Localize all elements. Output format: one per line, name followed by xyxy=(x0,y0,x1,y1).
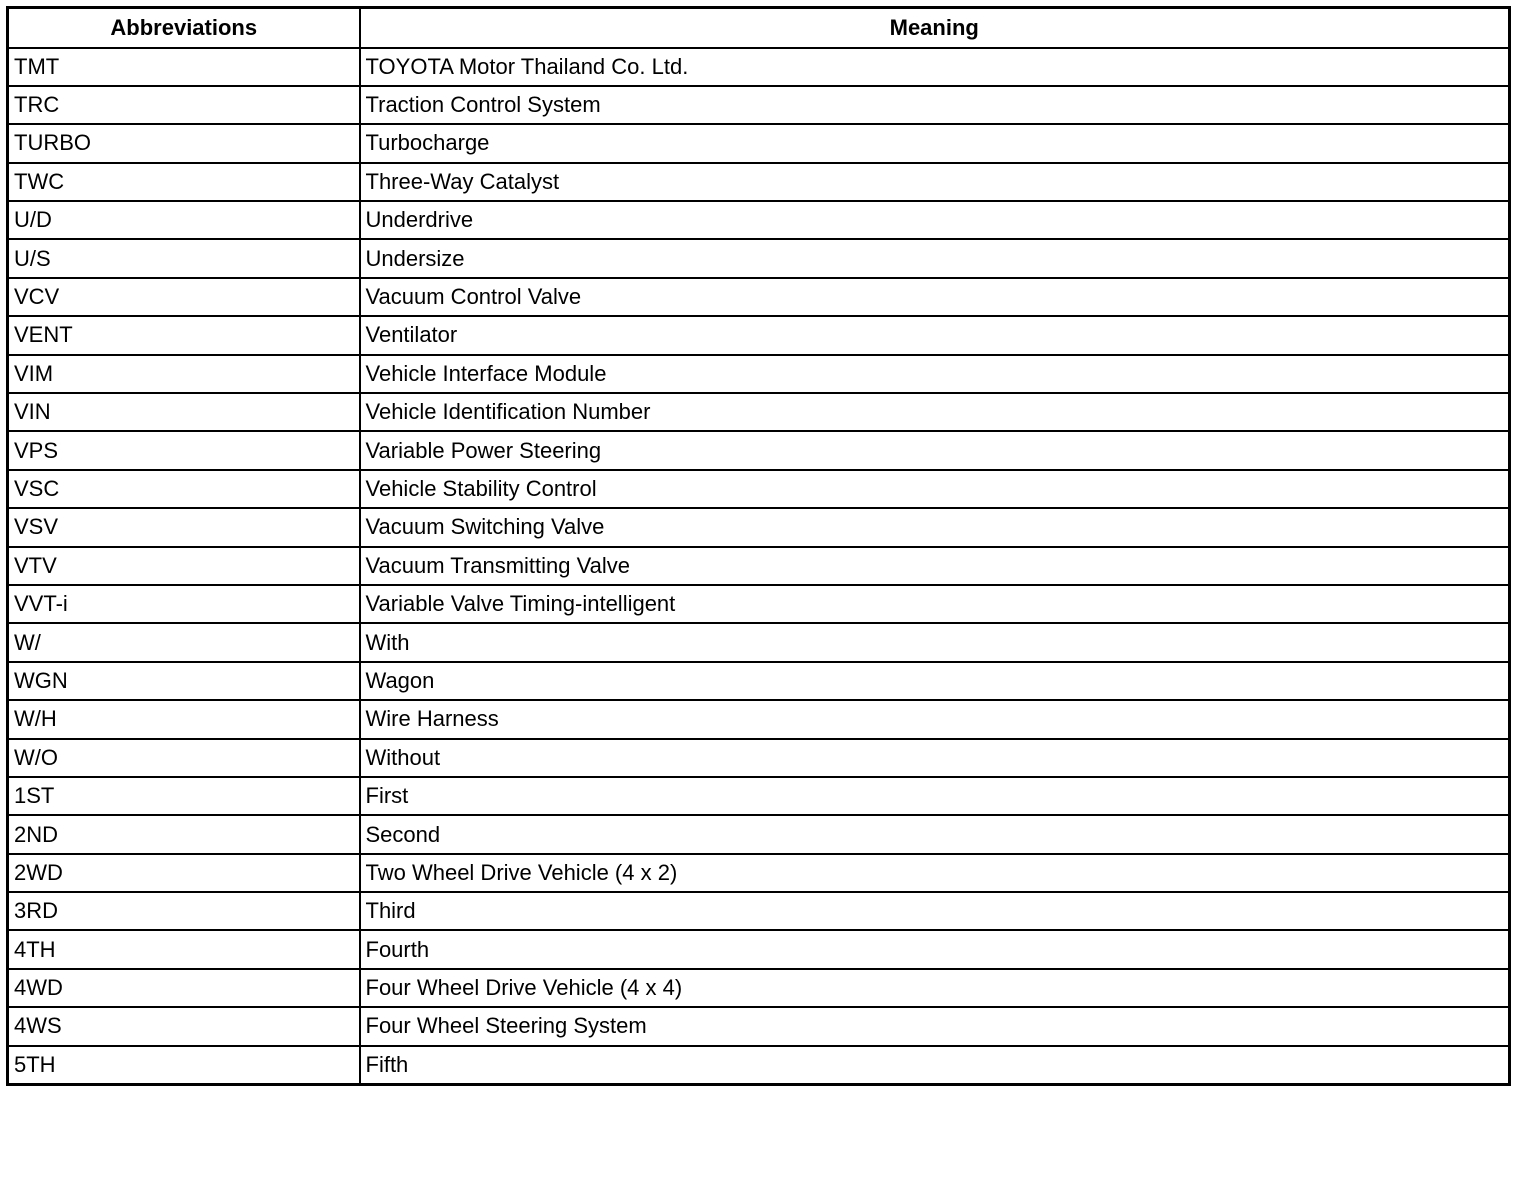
abbreviation-cell: W/ xyxy=(8,623,360,661)
abbreviation-cell: TMT xyxy=(8,48,360,86)
meaning-cell: Four Wheel Steering System xyxy=(360,1007,1510,1045)
abbreviation-cell: VTV xyxy=(8,547,360,585)
abbreviation-cell: W/H xyxy=(8,700,360,738)
table-row xyxy=(8,470,1510,508)
table-row xyxy=(8,86,1510,124)
abbreviation-cell: TWC xyxy=(8,163,360,201)
table-row xyxy=(8,201,1510,239)
table-row xyxy=(8,278,1510,316)
abbreviation-cell: 2ND xyxy=(8,815,360,853)
meaning-cell: Fourth xyxy=(360,930,1510,968)
abbreviation-cell: VSV xyxy=(8,508,360,546)
meaning-cell: Undersize xyxy=(360,239,1510,277)
abbreviation-cell: U/D xyxy=(8,201,360,239)
table-row xyxy=(8,623,1510,661)
table-row xyxy=(8,1046,1510,1084)
table-row xyxy=(8,163,1510,201)
header-abbreviations: Abbreviations xyxy=(8,8,360,48)
meaning-cell: First xyxy=(360,777,1510,815)
meaning-cell: Three-Way Catalyst xyxy=(360,163,1510,201)
table-row xyxy=(8,662,1510,700)
meaning-cell: Variable Power Steering xyxy=(360,431,1510,469)
abbreviation-cell: 1ST xyxy=(8,777,360,815)
abbreviation-cell: VVT-i xyxy=(8,585,360,623)
abbreviation-cell: 5TH xyxy=(8,1046,360,1084)
table-header xyxy=(8,8,1510,48)
meaning-cell: Vehicle Stability Control xyxy=(360,470,1510,508)
abbreviation-cell: 4TH xyxy=(8,930,360,968)
abbreviation-cell: VSC xyxy=(8,470,360,508)
abbreviation-cell: VENT xyxy=(8,316,360,354)
meaning-cell: Second xyxy=(360,815,1510,853)
table-row xyxy=(8,815,1510,853)
table-row xyxy=(8,547,1510,585)
abbreviation-cell: 4WD xyxy=(8,969,360,1007)
meaning-cell: Vacuum Transmitting Valve xyxy=(360,547,1510,585)
meaning-cell: Vehicle Interface Module xyxy=(360,355,1510,393)
table-row xyxy=(8,239,1510,277)
table-row xyxy=(8,1007,1510,1045)
table-row xyxy=(8,777,1510,815)
table-row xyxy=(8,393,1510,431)
meaning-cell: Wire Harness xyxy=(360,700,1510,738)
table-row xyxy=(8,892,1510,930)
meaning-cell: Vacuum Switching Valve xyxy=(360,508,1510,546)
table-body xyxy=(8,48,1510,1085)
meaning-cell: Vehicle Identification Number xyxy=(360,393,1510,431)
meaning-cell: Fifth xyxy=(360,1046,1510,1084)
abbreviation-cell: 3RD xyxy=(8,892,360,930)
abbreviation-cell: WGN xyxy=(8,662,360,700)
abbreviations-table xyxy=(6,6,1511,1086)
table-row xyxy=(8,508,1510,546)
table-row xyxy=(8,700,1510,738)
abbreviation-cell: 2WD xyxy=(8,854,360,892)
table-row xyxy=(8,585,1510,623)
table-row xyxy=(8,969,1510,1007)
table-row xyxy=(8,854,1510,892)
meaning-cell: Traction Control System xyxy=(360,86,1510,124)
meaning-cell: Third xyxy=(360,892,1510,930)
header-row xyxy=(8,8,1510,48)
meaning-cell: Without xyxy=(360,739,1510,777)
table-row xyxy=(8,316,1510,354)
meaning-cell: TOYOTA Motor Thailand Co. Ltd. xyxy=(360,48,1510,86)
abbreviation-cell: U/S xyxy=(8,239,360,277)
meaning-cell: Turbocharge xyxy=(360,124,1510,162)
abbreviation-cell: W/O xyxy=(8,739,360,777)
abbreviation-cell: VIM xyxy=(8,355,360,393)
meaning-cell: Two Wheel Drive Vehicle (4 x 2) xyxy=(360,854,1510,892)
meaning-cell: With xyxy=(360,623,1510,661)
meaning-cell: Wagon xyxy=(360,662,1510,700)
table-row xyxy=(8,431,1510,469)
header-meaning: Meaning xyxy=(360,8,1510,48)
abbreviation-cell: VIN xyxy=(8,393,360,431)
table-row xyxy=(8,355,1510,393)
table-row xyxy=(8,930,1510,968)
meaning-cell: Underdrive xyxy=(360,201,1510,239)
abbreviation-cell: TURBO xyxy=(8,124,360,162)
table-row xyxy=(8,124,1510,162)
abbreviation-cell: TRC xyxy=(8,86,360,124)
meaning-cell: Four Wheel Drive Vehicle (4 x 4) xyxy=(360,969,1510,1007)
abbreviation-cell: VCV xyxy=(8,278,360,316)
abbreviation-cell: 4WS xyxy=(8,1007,360,1045)
table-row xyxy=(8,48,1510,86)
table-row xyxy=(8,739,1510,777)
meaning-cell: Vacuum Control Valve xyxy=(360,278,1510,316)
meaning-cell: Variable Valve Timing-intelligent xyxy=(360,585,1510,623)
meaning-cell: Ventilator xyxy=(360,316,1510,354)
abbreviation-cell: VPS xyxy=(8,431,360,469)
